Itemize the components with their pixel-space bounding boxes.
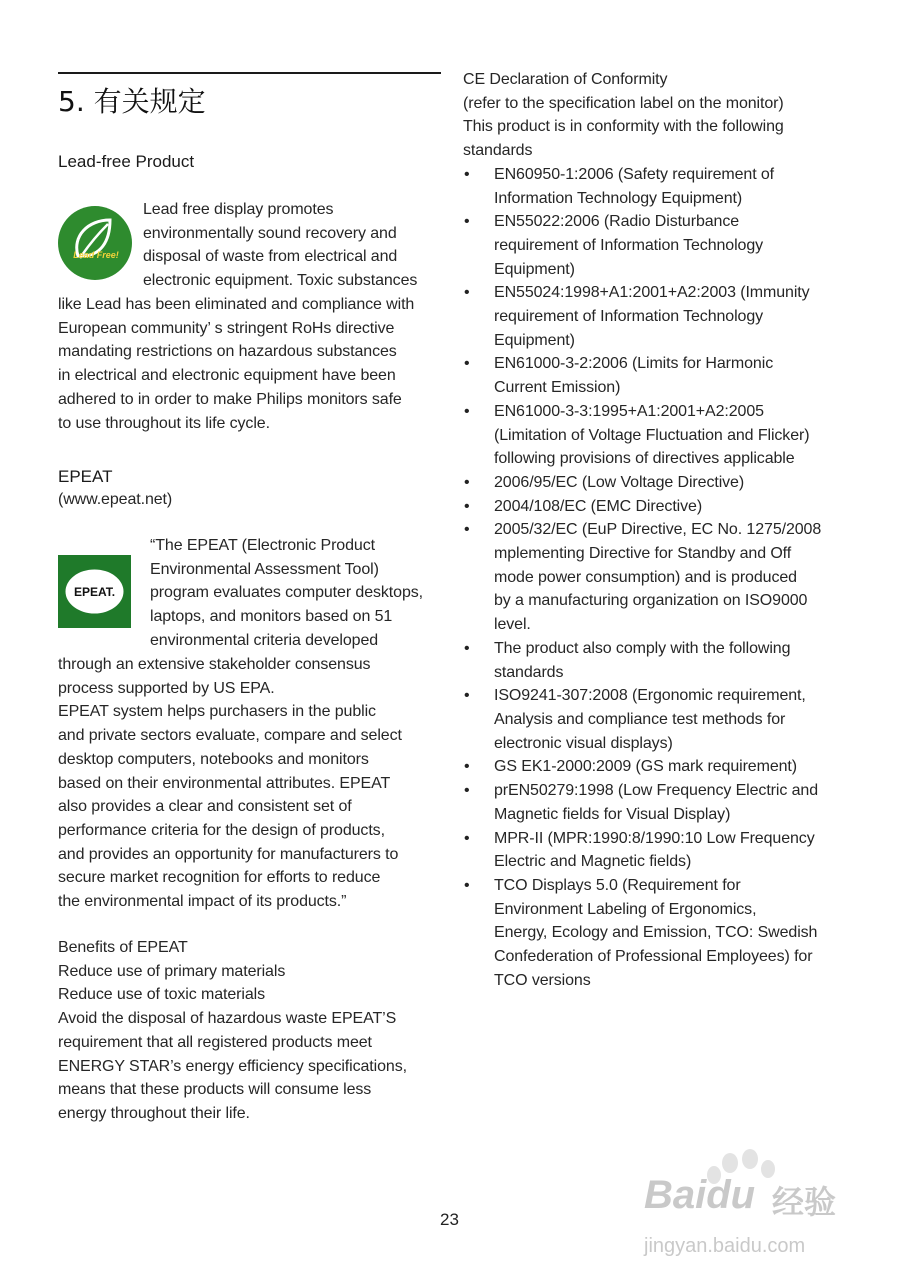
text-line: • EN61000-3-3:1995+A1:2001+A2:2005	[494, 402, 764, 420]
text-line: process supported by US EPA.	[58, 679, 275, 697]
text-line: • 2005/32/EC (EuP Directive, EC No. 1275/2008	[494, 521, 822, 539]
text-line: means that these products will consume less	[58, 1081, 372, 1099]
text-line: • EN55022:2006 (Radio Disturbance	[494, 213, 740, 231]
text-line: standards	[494, 663, 564, 681]
text-line: European community’ s stringent RoHs directive	[58, 319, 395, 337]
standard-item	[463, 471, 853, 495]
standard-item	[463, 163, 853, 210]
text-line: the environmental impact of its products.”	[58, 893, 347, 911]
text-line: • prEN50279:1998 (Low Frequency Electric and	[494, 782, 818, 800]
text-line: Confederation of Professional Employees) for	[494, 948, 813, 966]
epeat-body	[58, 653, 448, 914]
epeat-heading: EPEAT	[58, 467, 113, 486]
text-line: Reduce use of toxic materials	[58, 986, 265, 1004]
text-line: requirement of Information Technology	[494, 308, 764, 326]
text-line: in electrical and electronic equipment have been	[58, 367, 396, 385]
standard-item	[463, 518, 853, 637]
text-line: energy throughout their life.	[58, 1104, 250, 1122]
text-line: (Limitation of Voltage Fluctuation and Flicker)	[494, 426, 810, 444]
standard-item	[463, 637, 853, 684]
standard-item	[463, 281, 853, 352]
text-line: TCO versions	[494, 971, 591, 989]
leaf-icon	[58, 206, 132, 280]
text-line: Magnetic fields for Visual Display)	[494, 805, 731, 823]
watermark-url: jingyan.baidu.com	[644, 1235, 806, 1257]
text-line: mode power consumption) and is produced	[494, 568, 797, 586]
text-line: • EN60950-1:2006 (Safety requirement of	[494, 165, 775, 183]
text-line: through an extensive stakeholder consensus	[58, 656, 371, 673]
text-line: Lead free display promotes	[143, 201, 334, 218]
text-line: mplementing Directive for Standby and Off	[494, 545, 792, 563]
standard-item	[463, 779, 853, 826]
standard-item	[463, 495, 853, 519]
epeat-logo	[58, 555, 131, 628]
text-line: Electric and Magnetic fields)	[494, 853, 692, 871]
baidu-watermark	[640, 1145, 860, 1275]
epeat-intro	[150, 534, 450, 653]
text-line: also provides a clear and consistent set of	[58, 798, 352, 816]
text-line: requirement that all registered products meet	[58, 1033, 372, 1051]
epeat-url: (www.epeat.net)	[58, 491, 173, 508]
standard-item	[463, 352, 853, 399]
text-line: adhered to in order to make Philips monitors safe	[58, 390, 402, 408]
text-line: • GS EK1-2000:2009 (GS mark requirement)	[494, 758, 798, 776]
standard-item	[463, 210, 853, 281]
text-line: Analysis and compliance test methods for	[494, 710, 786, 728]
text-line: laptops, and monitors based on 51	[150, 608, 393, 626]
text-line: Information Technology Equipment)	[494, 189, 743, 207]
text-line: like Lead has been eliminated and compliance with	[58, 296, 415, 313]
lead-free-logo	[58, 206, 132, 280]
text-line: mandating restrictions on hazardous substances	[58, 343, 397, 361]
text-line: • 2004/108/EC (EMC Directive)	[494, 497, 703, 515]
text-line: Current Emission)	[494, 379, 621, 397]
text-line: • 2006/95/EC (Low Voltage Directive)	[494, 473, 745, 491]
text-line: desktop computers, notebooks and monitors	[58, 750, 369, 768]
watermark-brand: Baidu	[644, 1173, 756, 1217]
lead-free-body	[58, 293, 448, 435]
text-line: following provisions of directives applicable	[494, 450, 795, 468]
text-line: standards	[463, 142, 533, 160]
text-line: Environment Labeling of Ergonomics,	[494, 900, 757, 918]
text-line: • The product also comply with the following	[494, 639, 791, 657]
text-line: by a manufacturing organization on ISO9000	[494, 592, 808, 610]
text-line: requirement of Information Technology	[494, 236, 764, 254]
standard-item	[463, 827, 853, 874]
text-line: Benefits of EPEAT	[58, 939, 188, 956]
text-line: ENERGY STAR’s energy efficiency specifications,	[58, 1057, 407, 1075]
text-line: This product is in conformity with the following	[463, 118, 784, 136]
text-line: disposal of waste from electrical and	[143, 248, 398, 266]
text-line: Energy, Ecology and Emission, TCO: Swedish	[494, 924, 818, 942]
lead-free-intro	[143, 198, 443, 293]
text-line: Reduce use of primary materials	[58, 962, 286, 980]
text-line: Equipment)	[494, 260, 575, 278]
epeat-benefits	[58, 936, 448, 1126]
text-line: Environmental Assessment Tool)	[150, 560, 379, 578]
text-line: Avoid the disposal of hazardous waste EPEAT’S	[58, 1010, 397, 1028]
standard-item	[463, 684, 853, 755]
lead-free-logo-text: Lead Free!	[73, 250, 119, 260]
watermark-cn: 经验	[772, 1184, 837, 1220]
text-line: • ISO9241-307:2008 (Ergonomic requirement,	[494, 687, 806, 705]
text-line: program evaluates computer desktops,	[150, 584, 423, 602]
text-line: • MPR-II (MPR:1990:8/1990:10 Low Frequency	[494, 829, 815, 847]
epeat-badge-icon	[58, 555, 131, 628]
lead-free-heading: Lead-free Product	[58, 152, 195, 171]
text-line: environmental criteria developed	[150, 631, 379, 649]
text-line: electronic equipment. Toxic substances	[143, 272, 418, 290]
ce-declaration	[463, 68, 853, 992]
text-line: environmentally sound recovery and	[143, 224, 397, 242]
text-line: EPEAT system helps purchasers in the public	[58, 703, 376, 721]
text-line: • EN61000-3-2:2006 (Limits for Harmonic	[494, 355, 774, 373]
text-line: CE Declaration of Conformity	[463, 71, 668, 88]
text-line: level.	[494, 616, 531, 634]
text-line: secure market recognition for efforts to reduce	[58, 869, 381, 887]
standard-item	[463, 755, 853, 779]
standard-item	[463, 874, 853, 993]
page-number: 23	[440, 1210, 459, 1229]
text-line: and provides an opportunity for manufacturers to	[58, 845, 399, 863]
section-rule	[58, 72, 441, 74]
text-line: “The EPEAT (Electronic Product	[150, 537, 375, 554]
text-line: to use throughout its life cycle.	[58, 414, 270, 432]
section-title: 5. 有关规定	[58, 85, 206, 118]
text-line: electronic visual displays)	[494, 734, 673, 752]
standard-item	[463, 400, 853, 471]
text-line: and private sectors evaluate, compare and select	[58, 727, 402, 745]
text-line: based on their environmental attributes. EPEAT	[58, 774, 391, 792]
text-line: Equipment)	[494, 331, 575, 349]
epeat-logo-text: EPEAT.	[73, 585, 116, 599]
text-line: • TCO Displays 5.0 (Requirement for	[494, 876, 741, 894]
text-line: performance criteria for the design of products,	[58, 821, 385, 839]
standards-list	[463, 163, 853, 993]
text-line: • EN55024:1998+A1:2001+A2:2003 (Immunity	[494, 284, 810, 302]
text-line: (refer to the specification label on the monitor)	[463, 94, 784, 112]
